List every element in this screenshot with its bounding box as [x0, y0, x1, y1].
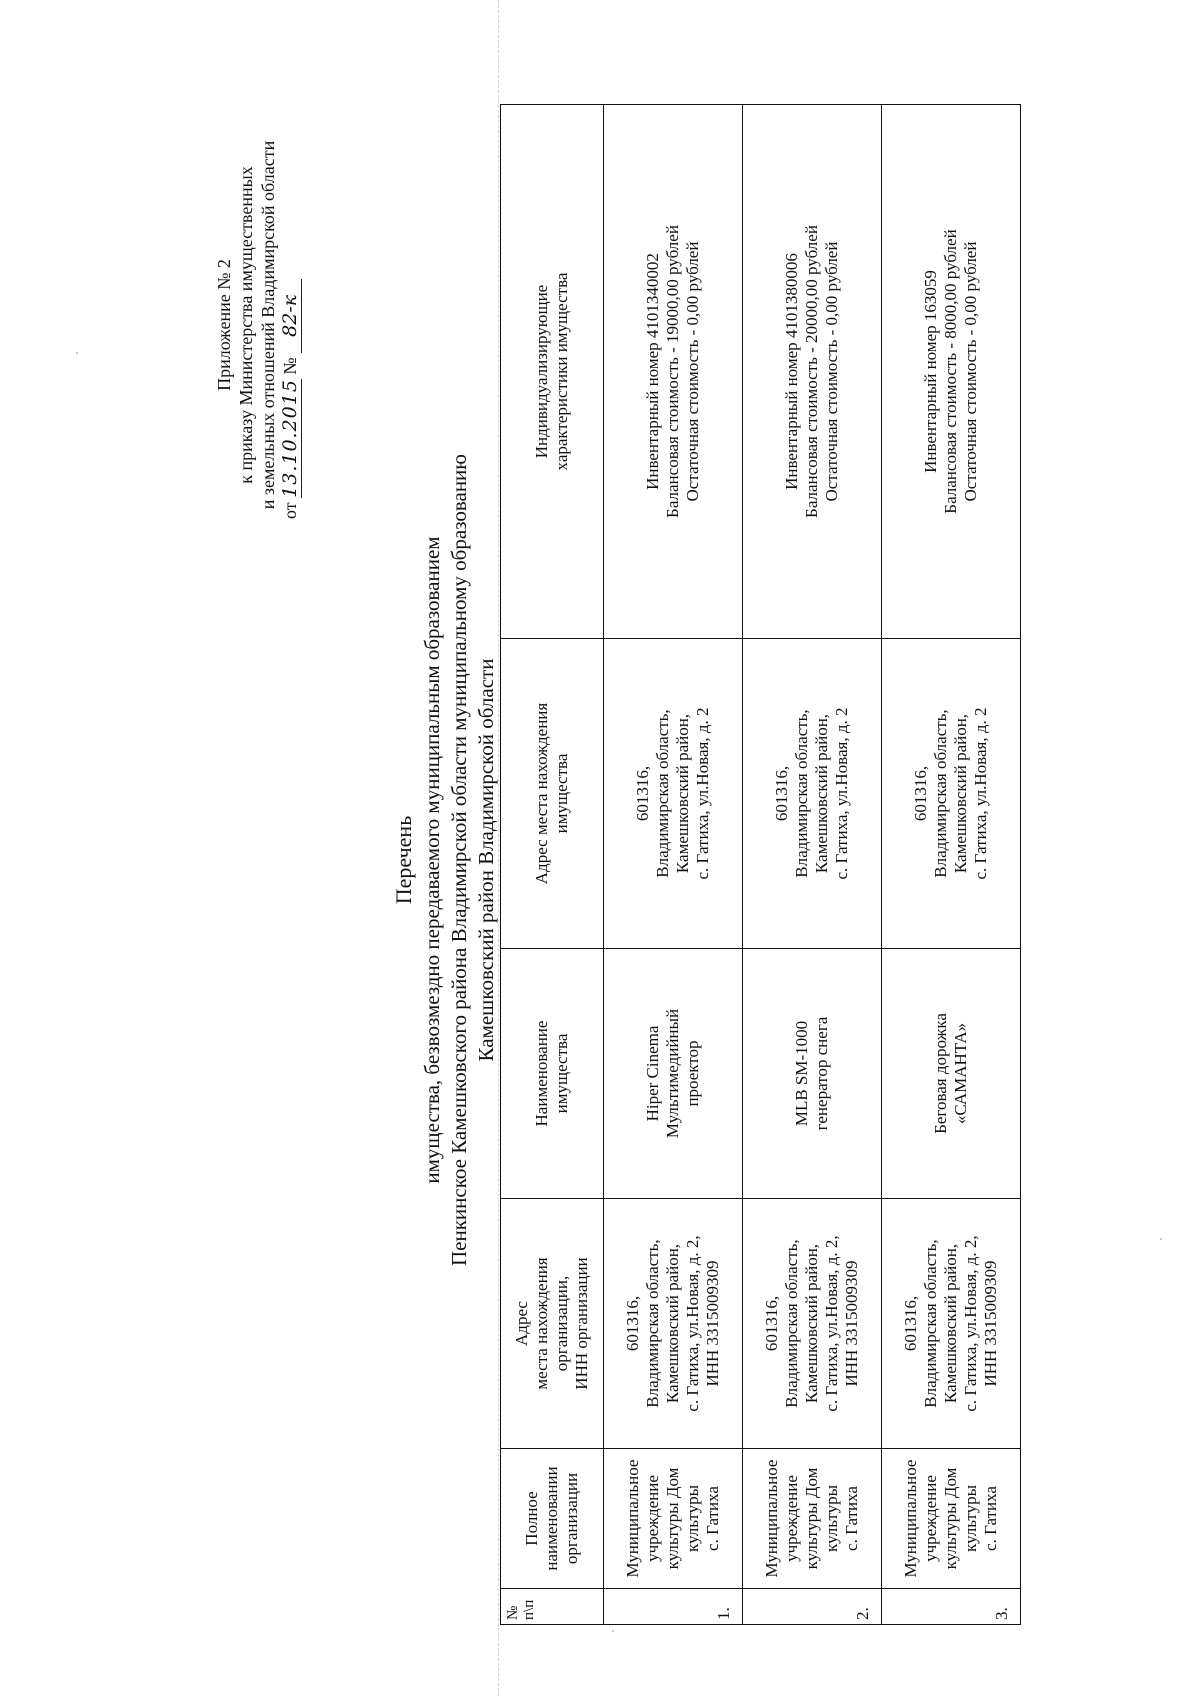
item-address-cell: 601316, Владимирская область, Камешковский район, с. Гатиха, ул.Новая, д. 2: [882, 639, 1021, 949]
appendix-line-2: к приказу Министерства имущественных: [236, 166, 256, 484]
table-row: [604, 105, 743, 1625]
org-address-cell: 601316, Владимирская область, Камешковский район, с. Гатиха, ул.Новая, д. 2, ИНН 3315009309: [604, 1199, 743, 1449]
appendix-line-3: и земельных отношений Владимирской области: [258, 140, 278, 510]
org-name-cell: Муниципальное учреждение культуры Дом культуры с. Гатиха: [882, 1449, 1021, 1589]
item-name-cell: Hiper Cinema Мультимедийный проектор: [604, 949, 743, 1199]
item-features-cell: Инвентарный номер 4101380006 Балансовая стоимость - 20000,00 рублей Остаточная стоимость - 0,00 рублей: [743, 105, 882, 639]
row-number: 1.: [604, 1589, 743, 1625]
header-item-address: Адрес места нахождения имущества: [501, 639, 604, 949]
item-address-cell: 601316, Владимирская область, Камешковский район, с. Гатиха, ул.Новая, д. 2: [604, 639, 743, 949]
rotated-landscape-page: [30, 60, 1110, 1660]
appendix-block: [213, 105, 305, 545]
handwritten-date: 13.10.2015: [279, 379, 301, 498]
document-title: [390, 210, 500, 1510]
title-line-3: Пенкинское Камешковского района Владимирской области муниципальному образованию: [447, 454, 471, 1266]
org-address-cell: 601316, Владимирская область, Камешковский район, с. Гатиха, ул.Новая, д. 2, ИНН 3315009309: [882, 1199, 1021, 1449]
title-line-1: Перечень: [391, 815, 416, 905]
header-org-address: Адрес места нахождения организации, ИНН организации: [501, 1199, 604, 1449]
item-features-cell: Инвентарный номер 163059 Балансовая стоимость - 8000,00 рублей Остаточная стоимость - 0,00 рублей: [882, 105, 1021, 639]
appendix-date-line: [279, 105, 305, 545]
org-address-cell: 601316, Владимирская область, Камешковский район, с. Гатиха, ул.Новая, д. 2, ИНН 3315009309: [743, 1199, 882, 1449]
handwritten-order-number: 82-к: [279, 279, 302, 353]
title-line-2: имущества, безвозмездно передаваемого муниципальным образованием: [420, 536, 444, 1184]
property-table: [500, 104, 1021, 1625]
item-features-cell: Инвентарный номер 4101340002 Балансовая стоимость - 19000,00 рублей Остаточная стоимость - 0,00 рублей: [604, 105, 743, 639]
row-number: 2.: [743, 1589, 882, 1625]
header-num: № п\п: [501, 1589, 604, 1625]
item-address-cell: 601316, Владимирская область, Камешковский район, с. Гатиха, ул.Новая, д. 2: [743, 639, 882, 949]
row-number: 3.: [882, 1589, 1021, 1625]
header-item-name: Наименование имущества: [501, 949, 604, 1199]
org-name-cell: Муниципальное учреждение культуры Дом культуры с. Гатиха: [604, 1449, 743, 1589]
appendix-line-1: Приложение № 2: [214, 259, 234, 391]
header-org-name: Полное наименовании организации: [501, 1449, 604, 1589]
item-name-cell: Беговая дорожка «САМАНТА»: [882, 949, 1021, 1199]
scan-speck: [1160, 1238, 1162, 1240]
table-row: [743, 105, 882, 1625]
title-line-4: Камешковский район Владимирской области: [474, 658, 498, 1062]
number-prefix: №: [280, 357, 300, 375]
date-prefix: от: [280, 502, 300, 519]
item-name-cell: MLB SM-1000 генератор снега: [743, 949, 882, 1199]
table-row: [882, 105, 1021, 1625]
org-name-cell: Муниципальное учреждение культуры Дом культуры с. Гатиха: [743, 1449, 882, 1589]
table-header-row: [501, 105, 604, 1625]
header-item-features: Индивидуализирующие характеристики имущества: [501, 105, 604, 639]
